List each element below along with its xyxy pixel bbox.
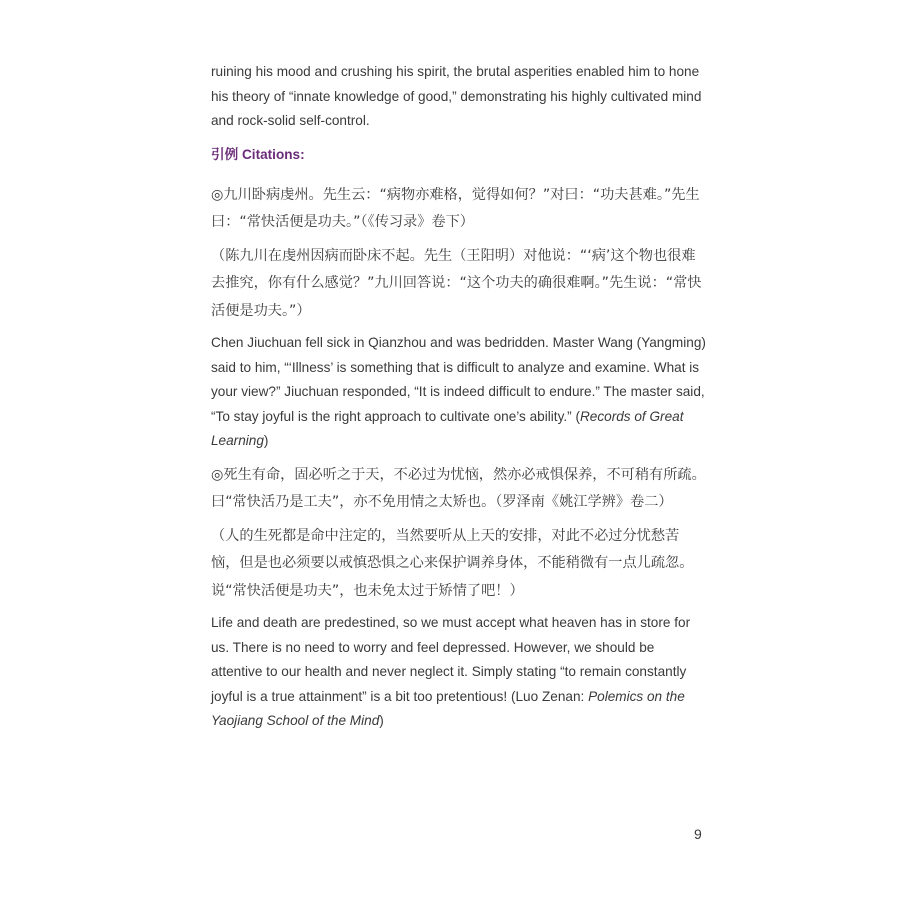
citations-heading [211,142,706,168]
citation2-original: ◎死生有命，固必听之于天，不必过为忧恼，然亦必戒惧保养，不可稍有所疏。曰“常快活乃是工夫”，亦不免用情之太矫也。（罗泽南《姚江学辨》卷二） [211,466,706,510]
citation2-english [211,611,706,734]
intro-paragraph: ruining his mood and crushing his spirit, the brutal asperities enabled him to hone his theory of “innate knowledge of good,” demonstrating his highly cultivated mind and rock-solid self-control. [211,64,702,128]
citation1-source: Records of Great Learning [211,408,684,448]
citations-heading-zh: 引例 [211,146,239,163]
citation1-english-text: Chen Jiuchuan fell sick in Qianzhou and was bedridden. Master Wang (Yangming) said to him, “‘Illness’ is something that is difficult to analyze and examine. What is your view?” Jiuchuan responded, “It is indeed difficult to endure.” The master said, “To stay joyful is the right approach to cultivate one’s ability.” ( [211,335,706,424]
citation2-close: ) [379,713,384,728]
citation1-english [211,331,706,454]
citation2-english-text: Life and death are predestined, so we must accept what heaven has in store for us. There is no need to worry and feel depressed. However, we should be attentive to our health and never neglect it. Simply stating “to remain constantly joyful is a true attainment” is a bit too pretentious! (Luo Zenan: [211,615,691,704]
page-body [211,60,706,742]
citation2-source: Polemics on the Yaojiang School of the Mind [211,688,685,728]
citation2-modern: （人的生死都是命中注定的，当然要听从上天的安排，对此不必过分忧愁苦恼，但是也必须要以戒慎恐惧之心来保护调养身体，不能稍微有一点儿疏忽。说“常快活便是功夫”，也未免太过于矫情了吧！） [211,527,694,599]
page-number: 9 [694,826,702,842]
citations-heading-en: Citations: [241,146,305,162]
citation1-modern: （陈九川在虔州因病而卧床不起。先生（王阳明）对他说：“‘病’这个物也很难去推究，你有什么感觉？”九川回答说：“这个功夫的确很难啊。”先生说：“常快活便是功夫。”） [211,247,702,319]
citation1-close: ) [263,433,269,448]
citation1-original: ◎九川卧病虔州。先生云：“病物亦难格，觉得如何？”对曰：“功夫甚难。”先生曰：“常快活便是功夫。”（《传习录》卷下） [211,186,700,230]
